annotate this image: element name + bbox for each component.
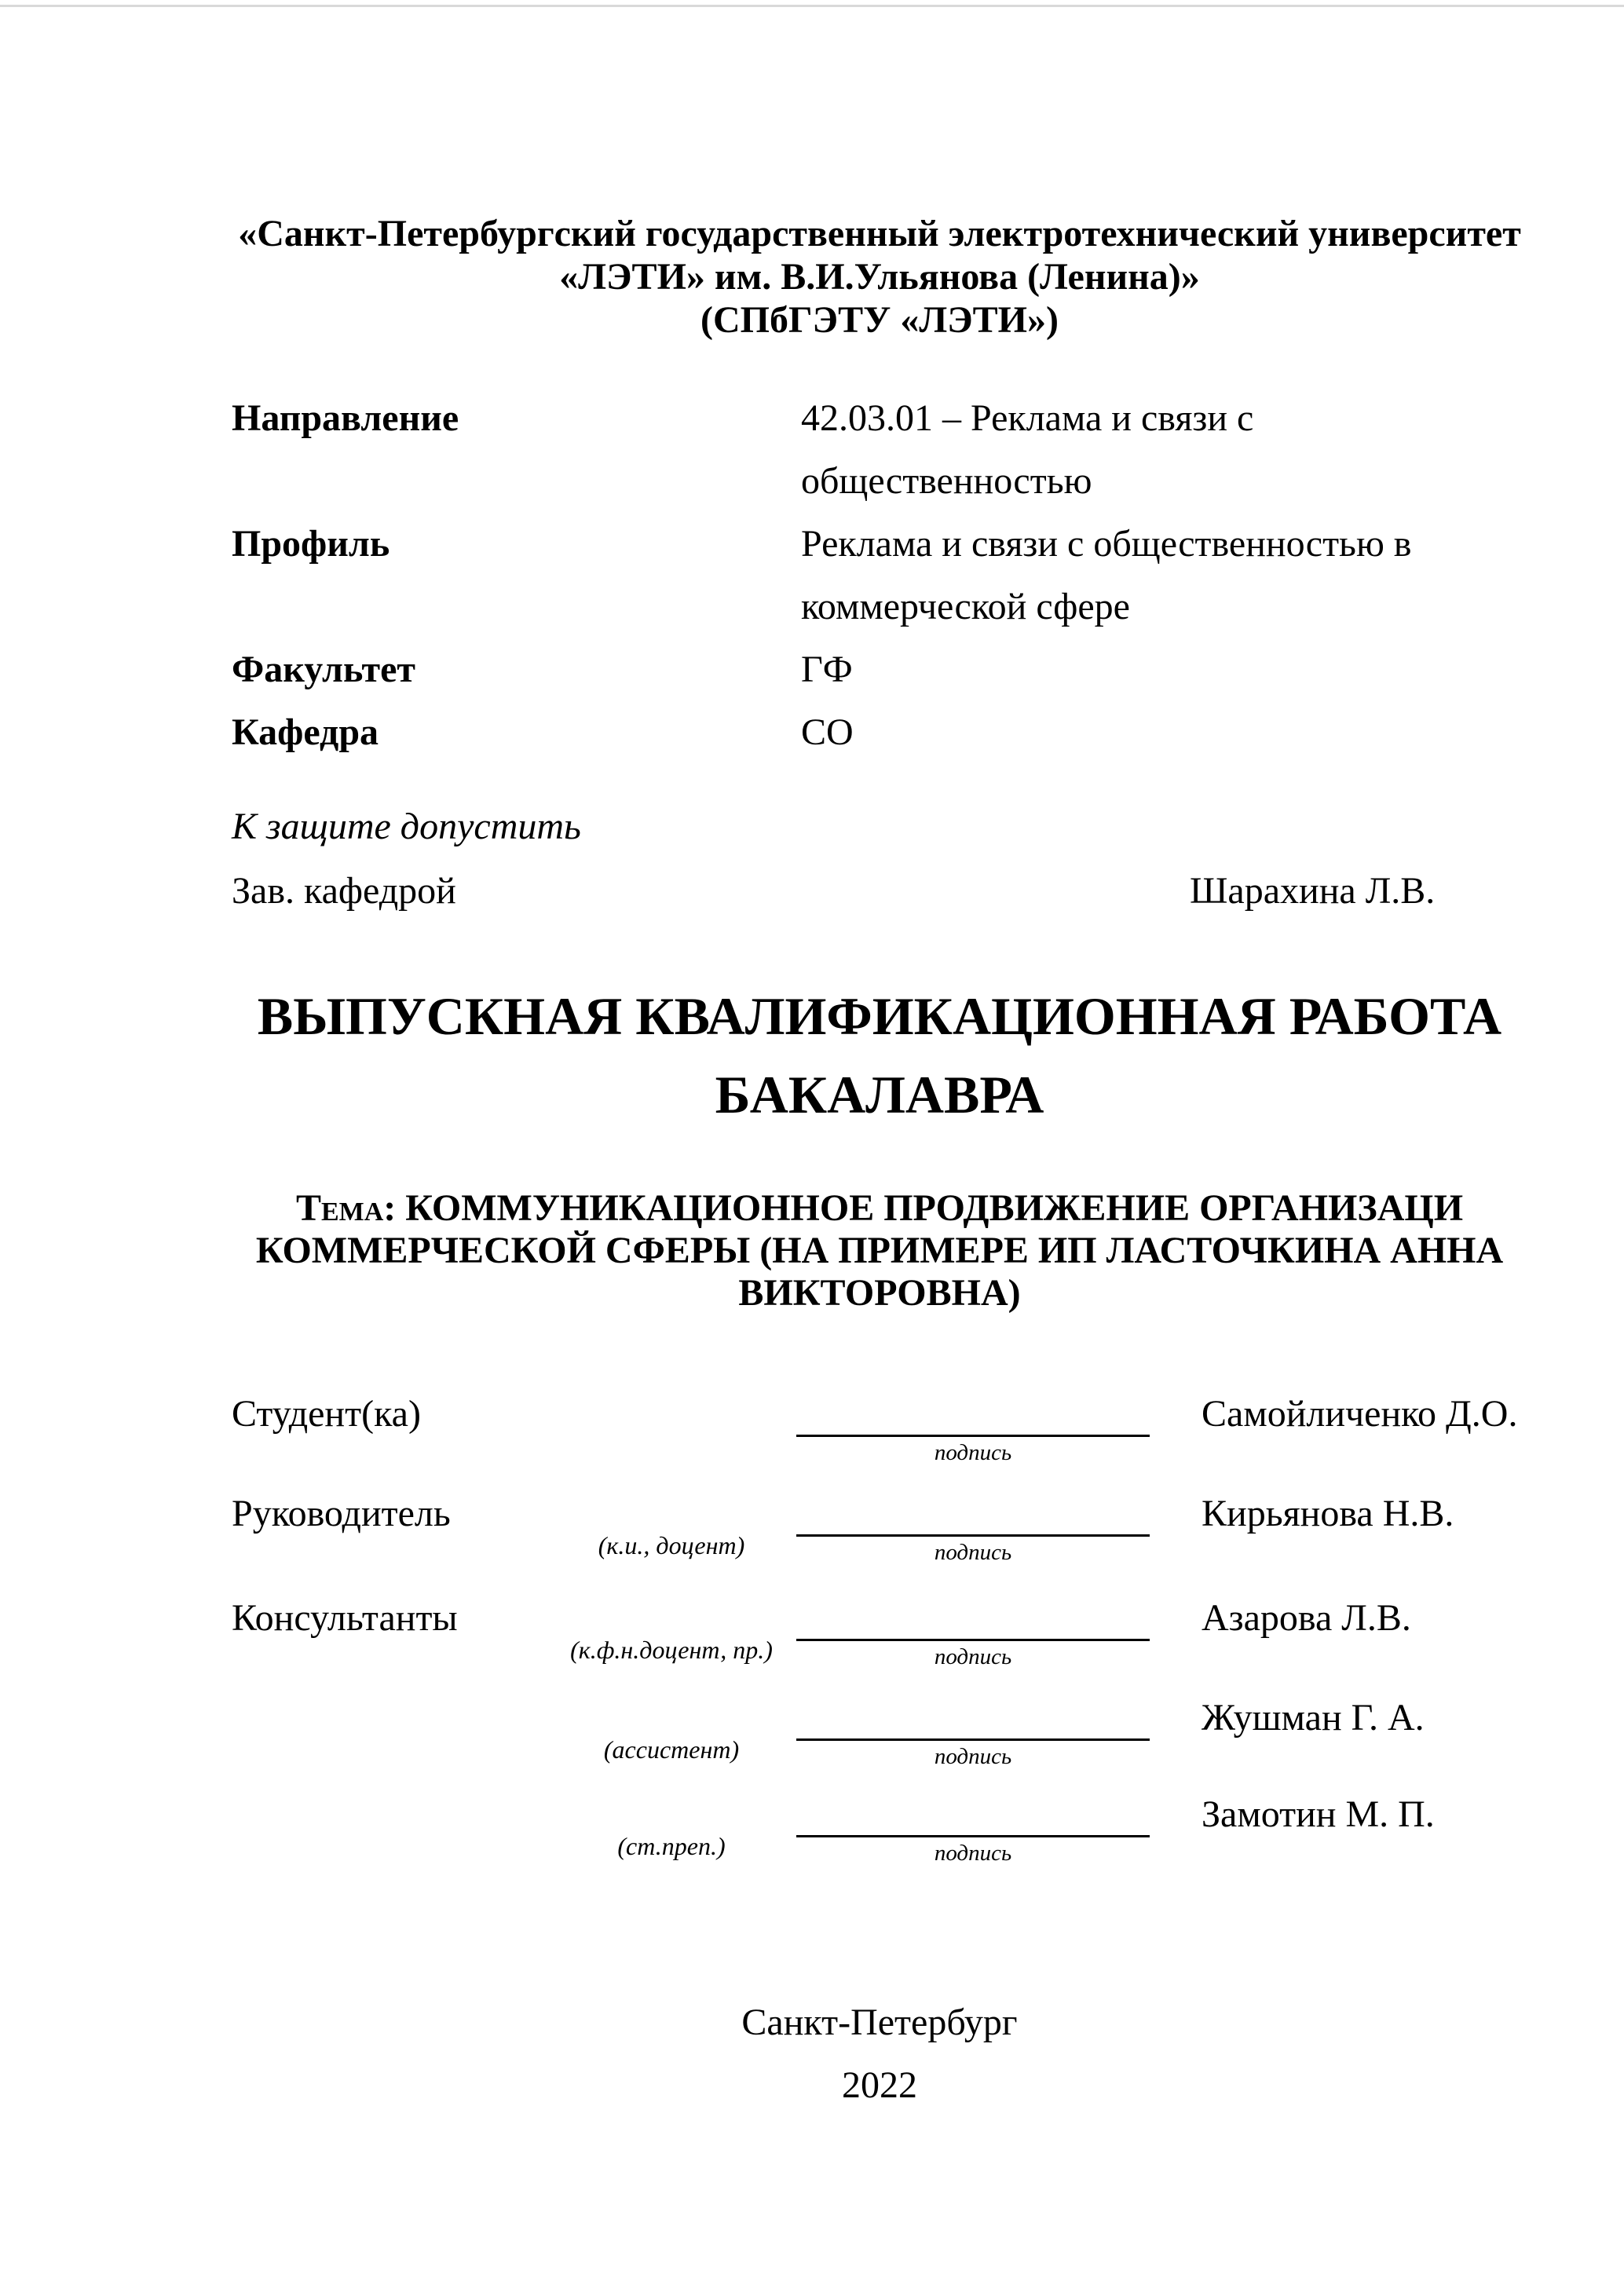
- work-title: [232, 977, 1527, 1134]
- department-head-name: Шарахина Л.В.: [1190, 870, 1436, 912]
- university-header-line: «ЛЭТИ» им. В.И.Ульянова (Ленина)»: [559, 256, 1200, 298]
- signature-role: Студент(ка): [232, 1393, 421, 1435]
- signature-row-consultant-1: [232, 1596, 1527, 1695]
- signature-qualification: (ст.преп.): [617, 1832, 726, 1860]
- work-title-line: ВЫПУСКНАЯ КВАЛИФИКАЦИОННАЯ РАБОТА: [257, 986, 1502, 1046]
- signature-role: Консультанты: [232, 1597, 458, 1639]
- signature-qualification: (ассистент): [603, 1735, 740, 1764]
- signature-caption: подпись: [934, 1440, 1012, 1465]
- scan-edge-artifact: [0, 5, 1624, 7]
- department-head-role: Зав. кафедрой: [232, 870, 456, 912]
- signature-line: [796, 1639, 1150, 1641]
- signature-caption: подпись: [934, 1744, 1012, 1769]
- topic-text: КОММУНИКАЦИОННОЕ ПРОДВИЖЕНИЕ ОРГАНИЗАЦИ КОММЕРЧЕСКОЙ СФЕРЫ (НА ПРИМЕРЕ ИП ЛАСТОЧКИНА АННА ВИКТОРОВНА): [255, 1187, 1504, 1314]
- signature-name: Кирьянова Н.В.: [1202, 1493, 1454, 1534]
- work-title-line: БАКАЛАВРА: [715, 1065, 1044, 1124]
- signature-role: Руководитель: [232, 1493, 451, 1534]
- signature-caption: подпись: [934, 1841, 1012, 1866]
- signature-line: [796, 1534, 1150, 1537]
- university-header-line: (СПбГЭТУ «ЛЭТИ»): [700, 299, 1059, 341]
- field-value: 42.03.01 – Реклама и связи с общественностью: [801, 397, 1254, 502]
- field-row-direction: [232, 387, 1527, 513]
- signature-row-supervisor: [232, 1492, 1527, 1590]
- field-value: ГФ: [801, 649, 853, 690]
- field-value: СО: [801, 711, 854, 753]
- signature-name: Самойличенко Д.О.: [1202, 1393, 1518, 1435]
- signature-row-student: [232, 1392, 1527, 1490]
- signature-line: [796, 1435, 1150, 1437]
- topic-heading: [232, 1187, 1527, 1314]
- footer-year: 2022: [842, 2064, 917, 2106]
- university-header-line: «Санкт-Петербургский государственный электротехнический университет: [238, 213, 1521, 254]
- field-row-department: [232, 701, 1527, 764]
- signature-qualification: (к.ф.н.доцент, пр.): [570, 1636, 773, 1664]
- footer-city: Санкт-Петербург: [741, 2002, 1018, 2043]
- field-label: Кафедра: [232, 711, 379, 753]
- field-value: Реклама и связи с общественностью в коммерческой сфере: [801, 523, 1412, 627]
- field-row-profile: [232, 513, 1527, 638]
- program-fields: [232, 387, 1527, 764]
- signature-row-consultant-3: [232, 1793, 1527, 1891]
- signature-name: Азарова Л.В.: [1202, 1597, 1411, 1639]
- signature-name: Замотин М. П.: [1202, 1793, 1435, 1835]
- signature-row-consultant-2: [232, 1696, 1527, 1794]
- signature-line: [796, 1835, 1150, 1837]
- signature-line: [796, 1738, 1150, 1741]
- signature-qualification: (к.и., доцент): [598, 1531, 745, 1559]
- field-row-faculty: [232, 638, 1527, 701]
- footer: [232, 1991, 1527, 2117]
- signature-caption: подпись: [934, 1644, 1012, 1669]
- field-label: Профиль: [232, 523, 390, 565]
- admission-note: К защите допустить: [232, 806, 581, 847]
- field-label: Направление: [232, 397, 459, 439]
- signature-name: Жушман Г. А.: [1202, 1697, 1425, 1738]
- signature-caption: подпись: [934, 1540, 1012, 1565]
- university-header: [232, 212, 1527, 342]
- topic-label: Тема:: [295, 1187, 397, 1229]
- field-label: Факультет: [232, 649, 415, 690]
